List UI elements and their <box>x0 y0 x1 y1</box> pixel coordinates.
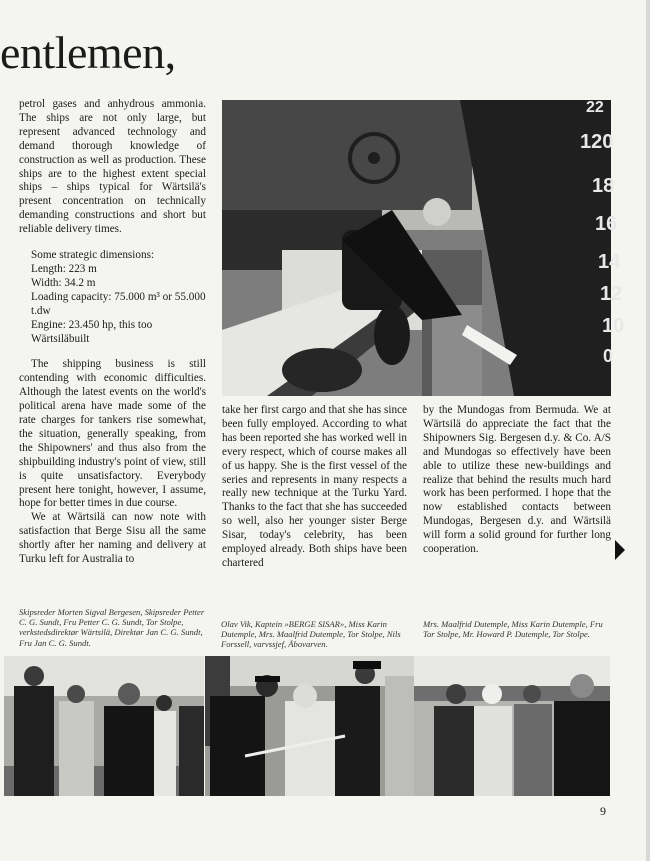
hull-draft-mark: 22 <box>586 99 604 116</box>
column-3-paragraph: by the Mundogas from Bermuda. We at Wärtsilä do appreciate the fact that the Shipowners Sig. Bergesen d.y. & Co. A/S and Mundogas so effectively have been able to utilize these new-buildings and realize that behind the results much hard work has been performed. I hope that the now established contacts between Mundogas, Bergesen d.y. and Wärtsilä will form a solid ground for further long cooperation. <box>423 404 611 556</box>
dimensions-block <box>19 249 206 346</box>
dimension-length: Length: 223 m <box>31 262 97 275</box>
text-column-1 <box>19 98 206 567</box>
headline: entlemen, <box>0 27 176 78</box>
column-2-paragraph: take her first cargo and that she has since been fully employed. According to what has been reported she has worked well in every respect, which of course makes all of us happy. She is the first vessel of the series and represents in many respects a really new technique at the Turku Yard. Thanks to the fact that she has succeeded so well, also her younger sister Berge Sisar, today's celebrity, has been employed already. Both ships have been chartered <box>222 404 407 569</box>
group-photo-2-image <box>205 656 414 796</box>
group-photo-3-image <box>414 656 610 796</box>
group-photo-1-image <box>4 656 204 796</box>
page-edge <box>646 0 650 861</box>
group-photo-2 <box>205 656 414 796</box>
page-number: 9 <box>600 804 606 818</box>
dimension-capacity: Loading capacity: 75.000 m³ or 55.000 t.dw <box>31 290 206 317</box>
photo-caption-3: Mrs. Maalfrid Dutemple, Miss Karin Dutemple, Fru Tor Stolpe, Mr. Howard P. Dutemple, Tor Stolpe. <box>423 619 603 640</box>
main-photo-naming-ceremony <box>222 99 625 396</box>
hull-draft-mark: 16 <box>595 213 618 235</box>
group-photo-3 <box>414 656 610 796</box>
photo-caption-2: Olav Vik, Kaptein »BERGE SISAR», Miss Karin Dutemple, Mrs. Maalfrid Dutemple, Tor Stolpe, Nils Forssell, varvssjef, Åbovarven. <box>221 619 401 650</box>
hull-draft-mark: 14 <box>598 251 621 273</box>
photo-caption-1: Skipsreder Morten Sigval Bergesen, Skipsreder Petter C. G. Sundt, Fru Petter C. G. Sundt, Tor Stolpe, verkstedsdirektør Wärtsilä, Direktør Jan C. G. Sundt, Fru Jan C. G. Sundt. <box>19 607 205 648</box>
continue-arrow-icon <box>615 540 625 560</box>
satisfaction-paragraph: We at Wärtsilä can now note with satisfaction that Berge Sisu all the same shortly after her naming and delivery at Turku left for Australia to <box>19 511 206 566</box>
dimension-width: Width: 34.2 m <box>31 276 96 289</box>
text-column-3 <box>423 404 611 557</box>
hull-draft-mark: 18 <box>592 175 615 197</box>
hull-draft-mark: 12 <box>600 283 623 305</box>
shipping-paragraph: The shipping business is still contending with economic difficulties. Although the latest events on the world's political arena have made some of the rate charges for tankers rise somewhat, the situation, generally speaking, from the Shipowners' and thus also from the shipbuilding industry's point of view, still is quite unsatisfactory. Everybody present here tonight, however, I assume, hope for better times in due course. <box>19 358 206 510</box>
group-photo-1 <box>4 656 204 796</box>
hull-draft-mark: 120 <box>580 131 614 153</box>
hull-draft-mark: 10 <box>602 315 625 337</box>
naming-ceremony-image <box>222 99 625 396</box>
dimension-engine: Engine: 23.450 hp, this too Wärtsiläbuilt <box>31 318 153 345</box>
intro-paragraph: petrol gases and anhydrous ammonia. The ships are not only large, but represent advanced technology and demand thorough knowledge of construction as well as production. These ships are to the highest extent special ships – ships typical for Wärtsilä's present concentration on technically demanding constructions and short but reliable delivery times. <box>19 98 206 236</box>
hull-draft-mark: 0 <box>603 346 614 366</box>
text-column-2 <box>222 404 407 571</box>
dimensions-heading: Some strategic dimensions: <box>31 249 155 262</box>
